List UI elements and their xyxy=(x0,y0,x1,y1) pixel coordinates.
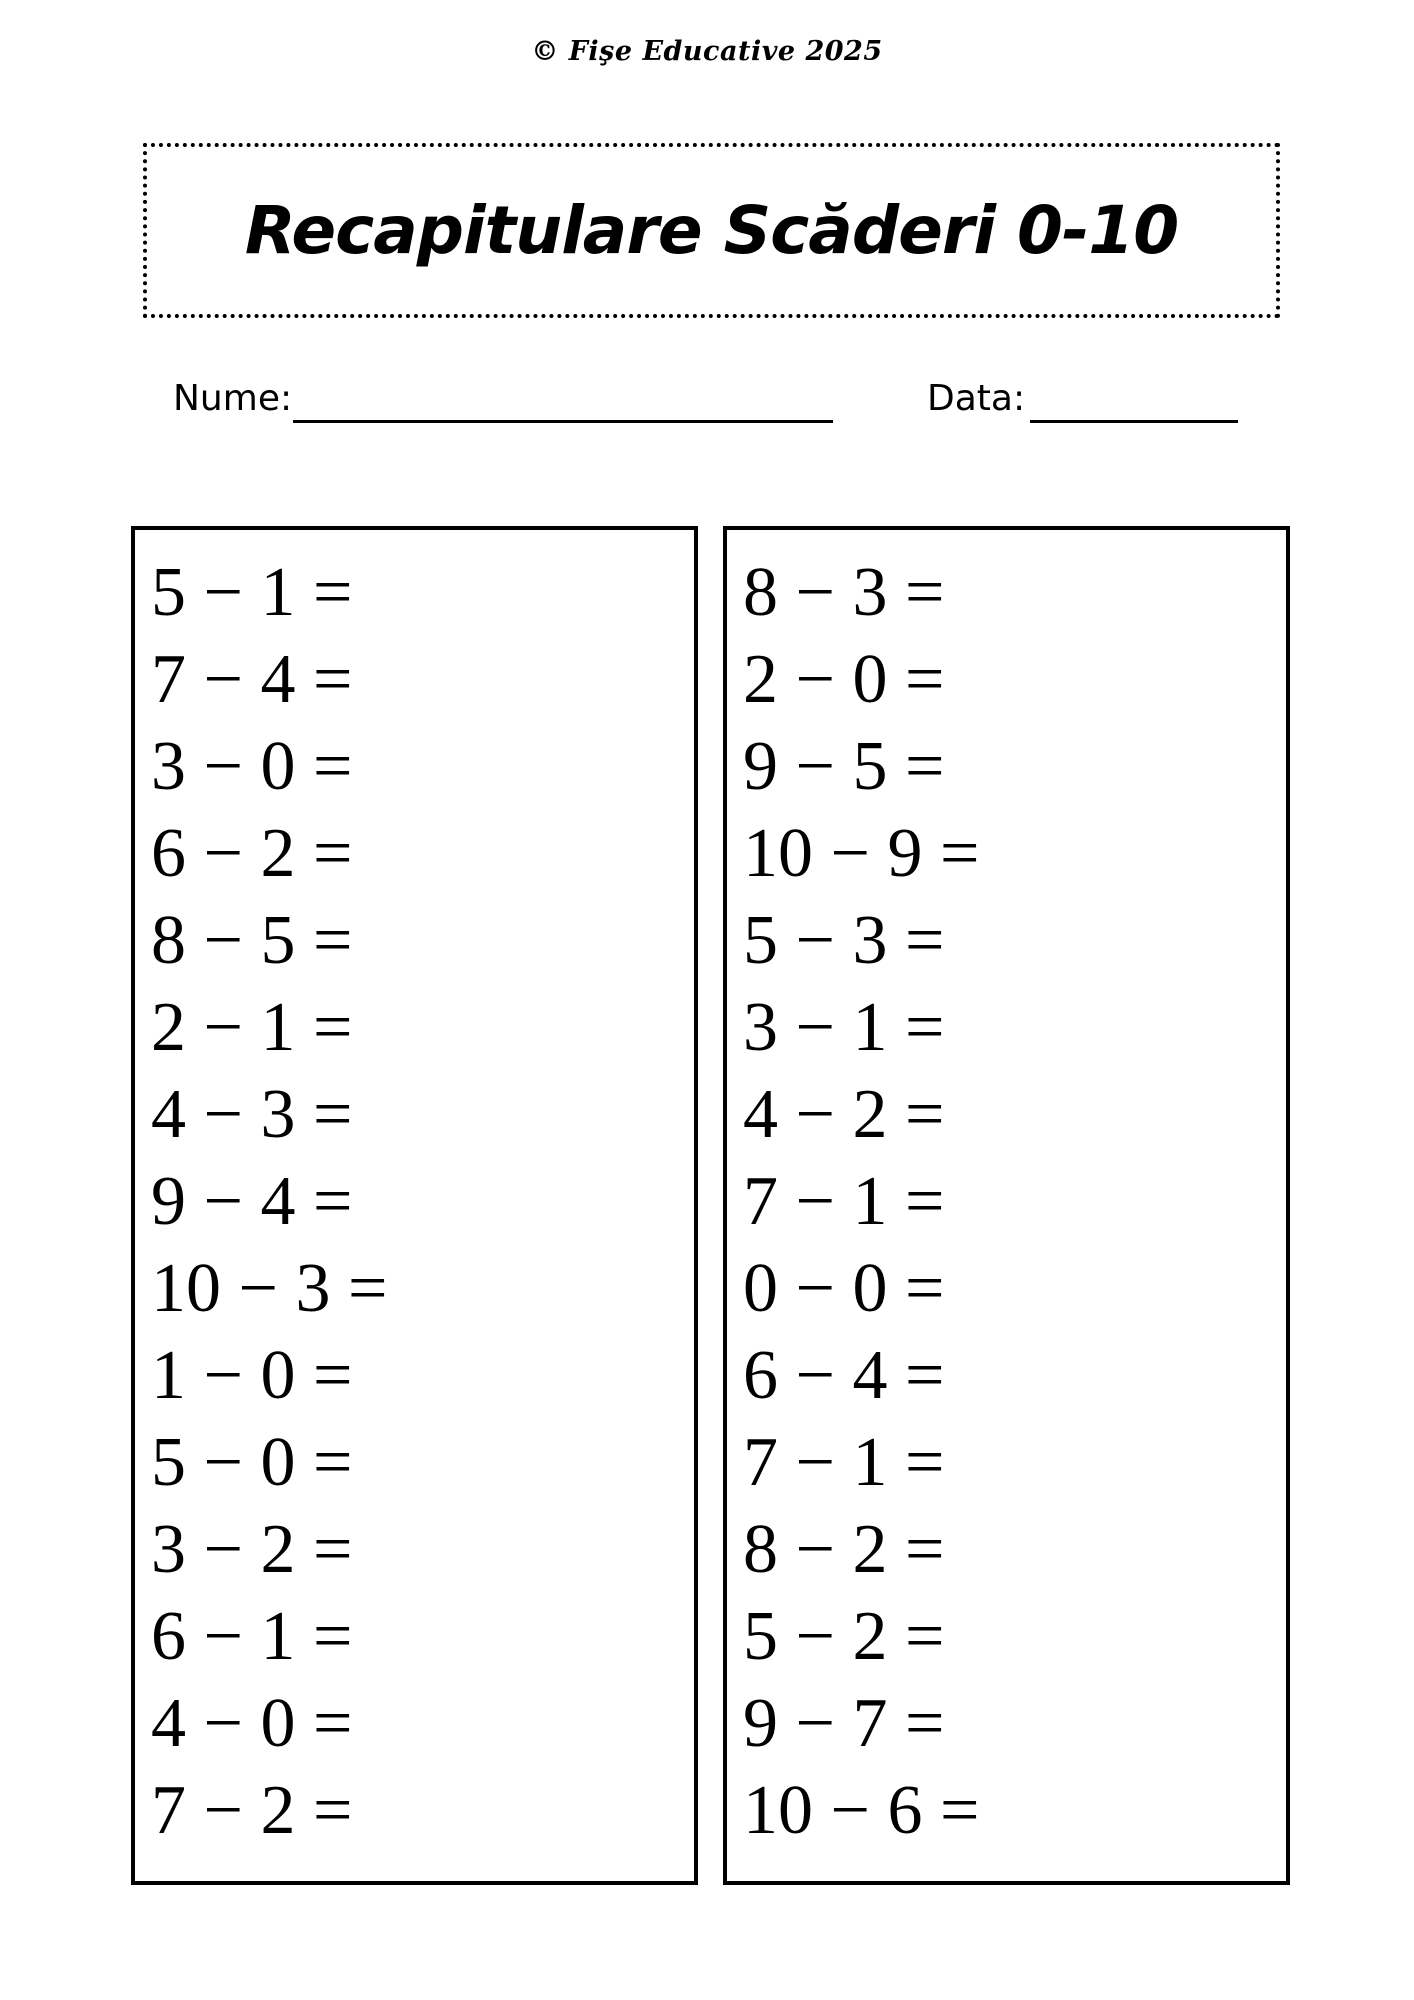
copyright-notice: © Fişe Educative 2025 xyxy=(531,36,883,67)
name-label: Nume: xyxy=(173,378,293,419)
exercise-item: 8 − 2 = xyxy=(743,1511,945,1588)
exercise-item: 3 − 2 = xyxy=(151,1511,353,1588)
page-title: Recapitulare Scăderi 0-10 xyxy=(244,192,1179,269)
exercise-item: 6 − 2 = xyxy=(151,815,353,892)
exercise-item: 7 − 1 = xyxy=(743,1163,945,1240)
date-label: Data: xyxy=(927,378,1026,419)
exercise-item: 10 − 9 = xyxy=(743,815,980,892)
exercise-item: 5 − 1 = xyxy=(151,554,353,631)
exercise-column-left xyxy=(131,526,698,1885)
date-blank-line[interactable] xyxy=(1030,420,1238,423)
exercise-item: 10 − 6 = xyxy=(743,1772,980,1849)
exercise-item: 5 − 3 = xyxy=(743,902,945,979)
exercise-item: 3 − 0 = xyxy=(151,728,353,805)
exercise-item: 9 − 5 = xyxy=(743,728,945,805)
exercise-item: 4 − 0 = xyxy=(151,1685,353,1762)
exercise-item: 4 − 3 = xyxy=(151,1076,353,1153)
exercise-item: 0 − 0 = xyxy=(743,1250,945,1327)
exercise-item: 6 − 1 = xyxy=(151,1598,353,1675)
name-blank-line[interactable] xyxy=(293,420,833,423)
exercise-item: 8 − 3 = xyxy=(743,554,945,631)
exercise-item: 9 − 7 = xyxy=(743,1685,945,1762)
exercise-item: 6 − 4 = xyxy=(743,1337,945,1414)
exercise-item: 7 − 1 = xyxy=(743,1424,945,1501)
exercise-item: 10 − 3 = xyxy=(151,1250,388,1327)
title-box xyxy=(143,143,1280,318)
exercise-item: 4 − 2 = xyxy=(743,1076,945,1153)
exercise-item: 9 − 4 = xyxy=(151,1163,353,1240)
exercise-item: 1 − 0 = xyxy=(151,1337,353,1414)
exercise-item: 7 − 2 = xyxy=(151,1772,353,1849)
exercise-item: 3 − 1 = xyxy=(743,989,945,1066)
exercise-item: 5 − 0 = xyxy=(151,1424,353,1501)
exercise-item: 5 − 2 = xyxy=(743,1598,945,1675)
exercise-item: 8 − 5 = xyxy=(151,902,353,979)
exercise-item: 2 − 1 = xyxy=(151,989,353,1066)
exercise-column-right xyxy=(723,526,1290,1885)
exercise-item: 2 − 0 = xyxy=(743,641,945,718)
exercise-item: 7 − 4 = xyxy=(151,641,353,718)
